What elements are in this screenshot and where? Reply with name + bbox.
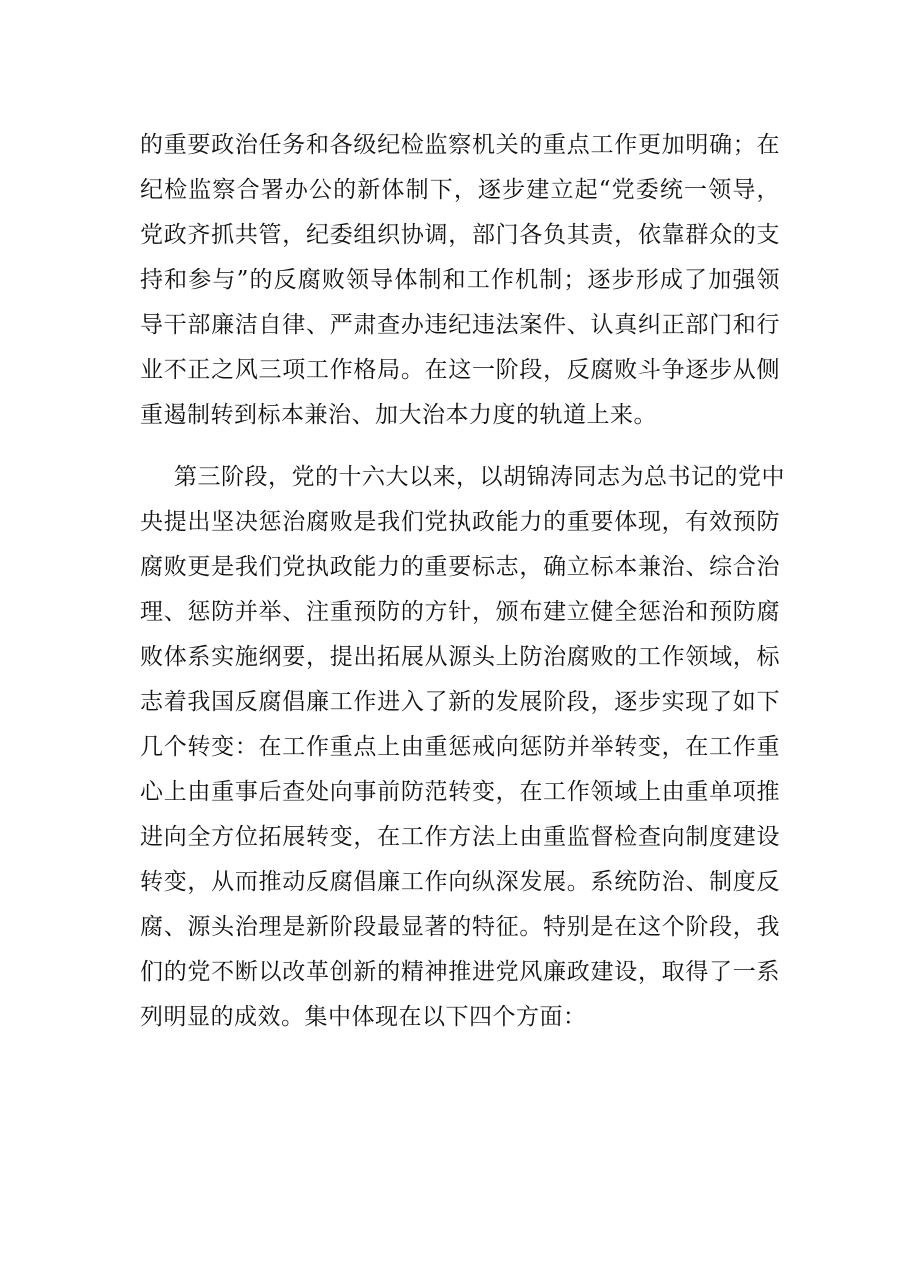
text-line: 几个转变：在工作重点上由重惩戒向惩防并举转变，在工作重	[140, 734, 780, 760]
text-line: 们的党不断以改革创新的精神推进党风廉政建设，取得了一系	[140, 959, 780, 985]
text-line: 的重要政治任务和各级纪检监察机关的重点工作更加明确；在	[140, 132, 780, 158]
text-line: 进向全方位拓展转变，在工作方法上由重监督检查向制度建设	[140, 824, 780, 850]
text-line: 业不正之风三项工作格局。在这一阶段，反腐败斗争逐步从侧	[140, 357, 780, 383]
text-line: 第三阶段，党的十六大以来，以胡锦涛同志为总书记的党中	[174, 464, 785, 490]
text-line: 导干部廉洁自律、严肃查办违纪违法案件、认真纠正部门和行	[140, 312, 780, 338]
text-line: 纪检监察合署办公的新体制下，逐步建立起“党委统一领导，	[140, 177, 780, 203]
text-line: 央提出坚决惩治腐败是我们党执政能力的重要体现，有效预防	[140, 509, 780, 535]
text-line: 志着我国反腐倡廉工作进入了新的发展阶段，逐步实现了如下	[140, 689, 780, 715]
text-line: 列明显的成效。集中体现在以下四个方面：	[140, 1004, 587, 1030]
text-line: 重遏制转到标本兼治、加大治本力度的轨道上来。	[140, 402, 657, 428]
text-line: 腐、源头治理是新阶段最显著的特征。特别是在这个阶段，我	[140, 914, 780, 940]
text-line: 败体系实施纲要，提出拓展从源头上防治腐败的工作领域，标	[140, 644, 780, 670]
text-line: 理、惩防并举、注重预防的方针，颁布建立健全惩治和预防腐	[140, 599, 780, 625]
text-line: 转变，从而推动反腐倡廉工作向纵深发展。系统防治、制度反	[140, 869, 780, 895]
text-line: 腐败更是我们党执政能力的重要标志，确立标本兼治、综合治	[140, 554, 780, 580]
text-line: 持和参与”的反腐败领导体制和工作机制；逐步形成了加强领	[140, 267, 780, 293]
text-line: 党政齐抓共管，纪委组织协调，部门各负其责，依靠群众的支	[140, 222, 780, 248]
text-line: 心上由重事后查处向事前防范转变，在工作领域上由重单项推	[140, 779, 780, 805]
